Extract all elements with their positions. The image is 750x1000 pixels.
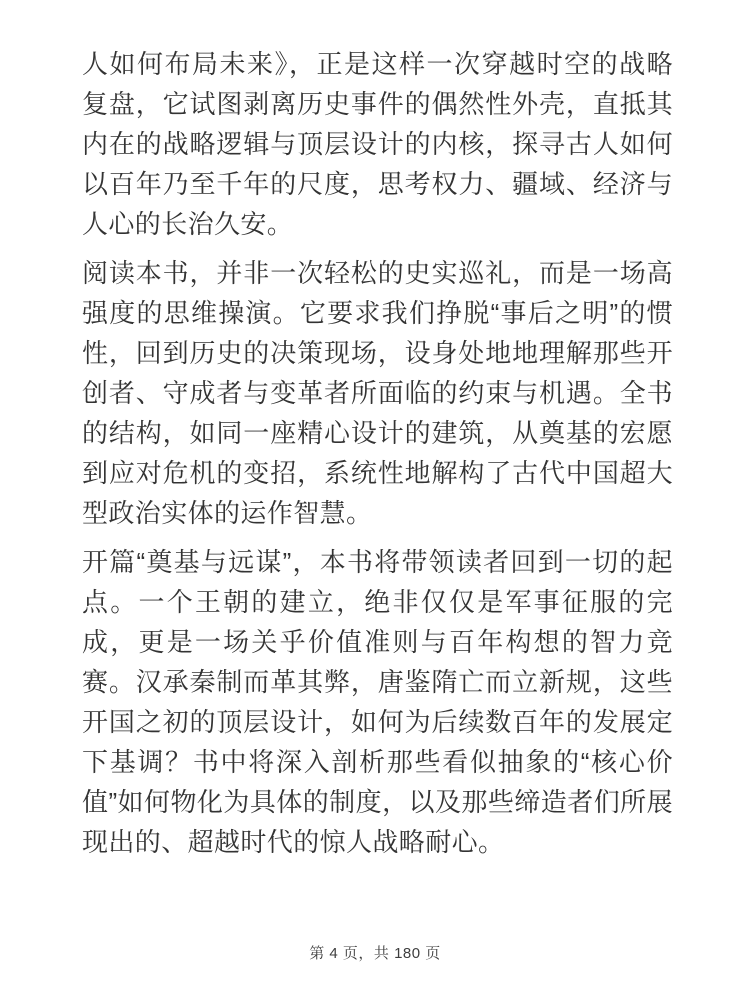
page-footer — [0, 943, 750, 965]
paragraph-2: 阅读本书，并非一次轻松的史实巡礼，而是一场高强度的思维操演。它要求我们挣脱“事后之明”的惯性，回到历史的决策现场，设身处地地理解那些开创者、守成者与变革者所面临的约束与机遇。全书的结构，如同一座精心设计的建筑，从奠基的宏愿到应对危机的变招，系统性地解构了古代中国超大型政治实体的运作智慧。 — [82, 258, 673, 528]
paragraph-3: 开篇“奠基与远谋”，本书将带领读者回到一切的起点。一个王朝的建立，绝非仅仅是军事征服的完成，更是一场关乎价值准则与百年构想的智力竞赛。汉承秦制而革其弊，唐鉴隋亡而立新规，这些开国之初的顶层设计，如何为后续数百年的发展定下基调？书中将深入剖析那些看似抽象的“核心价值”如何物化为具体的制度，以及那些缔造者们所展现出的、超越时代的惊人战略耐心。 — [82, 547, 673, 857]
page-content — [82, 44, 673, 871]
page-number-indicator: 第 4 页，共 180 页 — [309, 945, 441, 962]
paragraph-1: 人如何布局未来》，正是这样一次穿越时空的战略复盘，它试图剥离历史事件的偶然性外壳，直抵其内在的战略逻辑与顶层设计的内核，探寻古人如何以百年乃至千年的尺度，思考权力、疆域、经济与人心的长治久安。 — [82, 49, 673, 239]
